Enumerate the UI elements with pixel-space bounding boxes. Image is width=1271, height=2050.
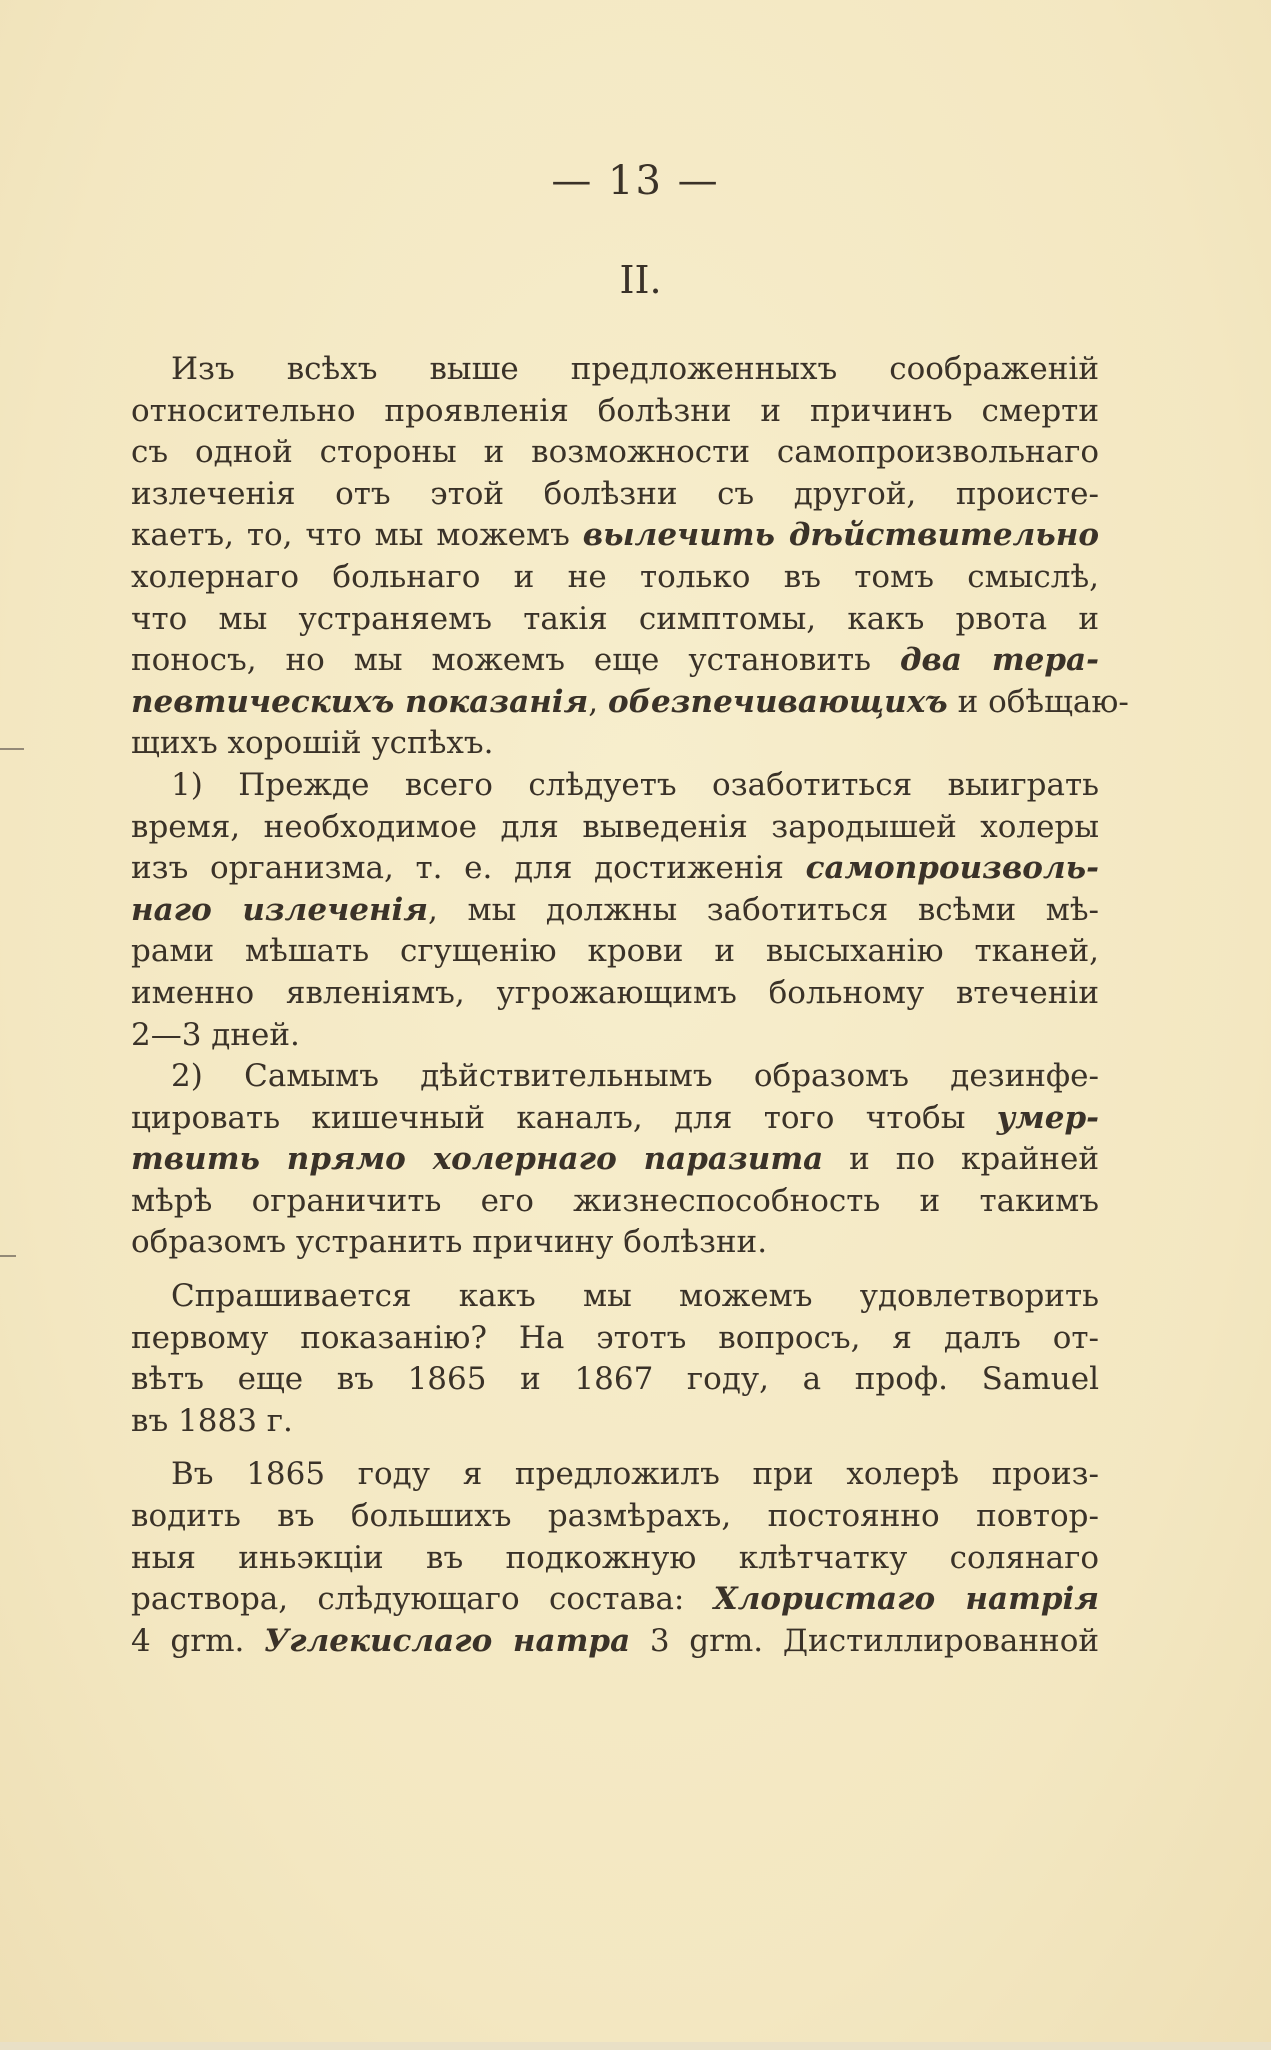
emphasis: самопроизволь- [805,850,1099,887]
text-line: относительно проявленія болѣзни и причинъ смерти [131,392,1099,429]
margin-mark [0,1255,16,1257]
text-line: время, необходимое для выведенія зародышей холеры [131,808,1099,845]
text-line: вѣтъ еще въ 1865 и 1867 году, а проф. Samuel [131,1361,1099,1398]
text-line: 2) Самымъ дѣйствительнымъ образомъ дезинфе- [171,1058,1099,1095]
text-line: 4 grm. Углекислаго натра 3 grm. Дистиллированной [131,1622,1100,1659]
text-line: ныя иньэкціи въ подкожную клѣтчатку солянаго [131,1539,1099,1576]
emphasis: вылечить дѣйствительно [582,517,1100,554]
text-line: наго излеченія, мы должны заботиться всѣми мѣ- [131,891,1099,928]
emphasis: певтическихъ показанія [131,683,589,720]
text-line: излеченія отъ этой болѣзни съ другой, происте- [131,475,1099,512]
emphasis: Углекислаго натра [264,1622,631,1659]
text-line: цировать кишечный каналъ, для того чтобы умер- [131,1099,1099,1136]
body-text [131,349,1129,1662]
text-line: 1) Прежде всего слѣдуетъ озаботиться выиграть [171,766,1099,803]
text-line: въ 1883 г. [131,1402,293,1439]
text-line: рами мѣшать сгущенію крови и высыханію тканей, [131,933,1099,970]
emphasis: наго излеченія [131,891,429,928]
text-line: именно явленіямъ, угрожающимъ больному втеченіи [131,974,1099,1011]
text-line: холернаго больнаго и не только въ томъ смыслѣ, [131,558,1099,595]
text-line: что мы устраняемъ такія симптомы, какъ рвота и [131,600,1099,637]
emphasis: твить прямо холернаго паразита [131,1141,824,1178]
text-line: образомъ устранить причину болѣзни. [131,1224,768,1261]
text-line: поносъ, но мы можемъ еще установить два тера- [131,642,1099,679]
text-line: твить прямо холернаго паразита и по крайней [131,1141,1099,1178]
text-line: певтическихъ показанія, обезпечивающихъ и обѣщаю- [131,683,1129,720]
text-line: первому показанію? На этотъ вопросъ, я далъ от- [131,1319,1099,1356]
text-line: Изъ всѣхъ выше предложенныхъ соображеній [171,351,1099,387]
margin-mark [0,748,24,750]
page-number: — 13 — [551,158,720,204]
emphasis: умер- [996,1099,1099,1136]
page-bottom-edge [0,2042,1271,2050]
emphasis: обезпечивающихъ [607,683,948,720]
text-line: каетъ, то, что мы можемъ вылечить дѣйствительно [131,517,1100,554]
text-line: Спрашивается какъ мы можемъ удовлетворить [171,1278,1099,1315]
section-heading: II. [619,258,662,302]
text-line: щихъ хорошій успѣхъ. [131,725,494,762]
text-line: изъ организма, т. е. для достиженія самопроизволь- [131,850,1099,887]
text-line: Въ 1865 году я предложилъ при холерѣ произ- [171,1456,1099,1493]
text-line: водить въ большихъ размѣрахъ, постоянно повтор- [131,1498,1099,1535]
emphasis: два тера- [899,642,1099,679]
emphasis: Хлористаго натрія [713,1581,1099,1618]
text-line: съ одной стороны и возможности самопроизвольнаго [131,434,1099,471]
text-line: мѣрѣ ограничить его жизнеспособность и такимъ [131,1182,1099,1219]
text-line: раствора, слѣдующаго состава: Хлористаго натрія [131,1581,1099,1618]
text-line: 2—3 дней. [131,1016,300,1053]
